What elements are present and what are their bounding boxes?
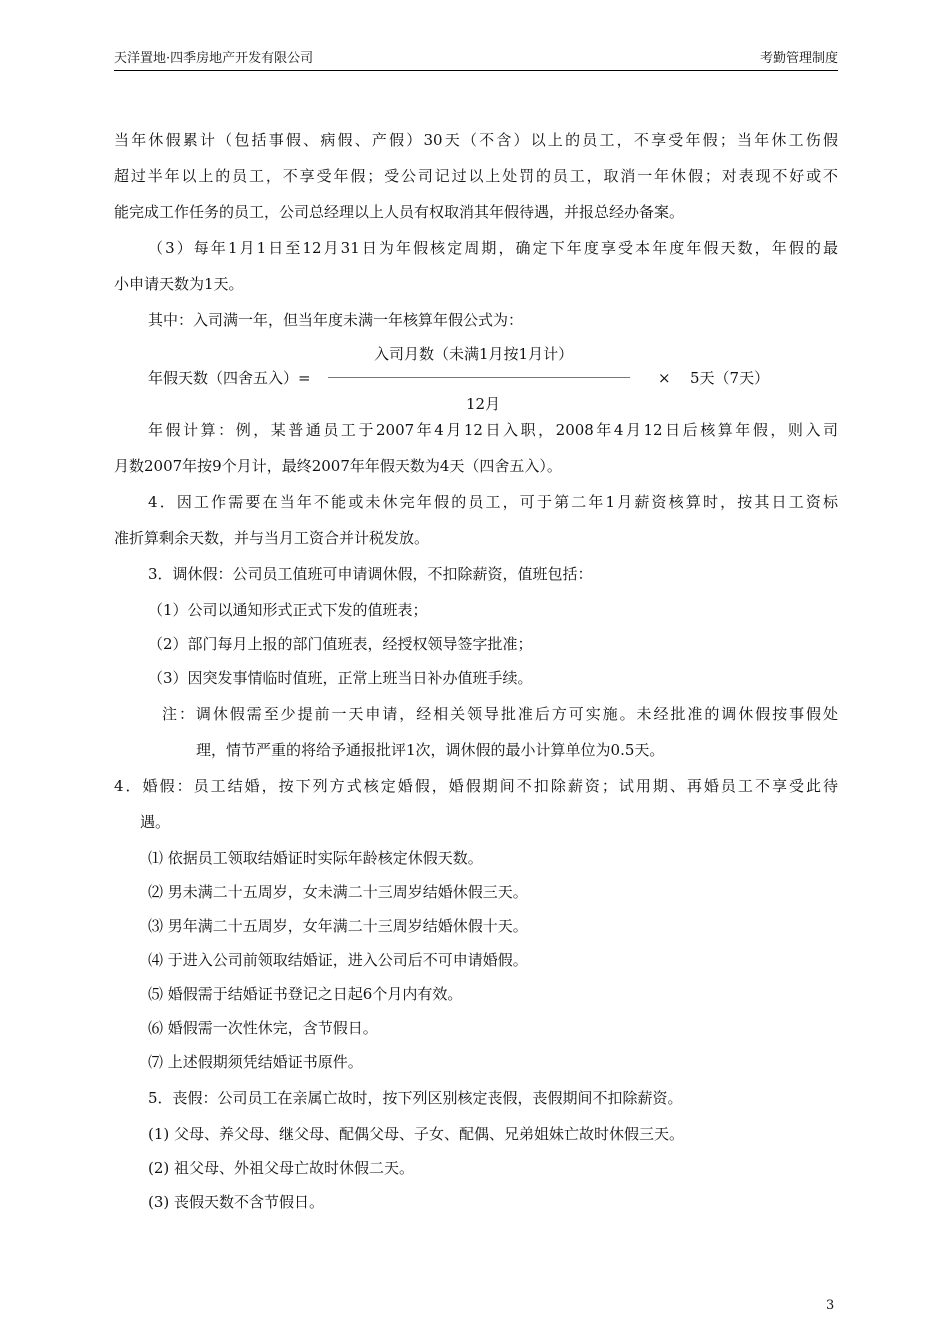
list-item: ⑸ 婚假需于结婚证书登记之日起6个月内有效。 — [148, 985, 463, 1003]
formula-numerator: 入司月数（未满1月按1月计） — [374, 345, 574, 363]
section-4-title: 遇。 — [140, 813, 171, 831]
formula-denominator: 12月 — [466, 395, 501, 413]
list-item: (3) 丧假天数不含节假日。 — [148, 1193, 325, 1211]
formula-lhs: 年假天数（四舍五入）= — [148, 369, 311, 387]
list-item: ⑷ 于进入公司前领取结婚证，进入公司后不可申请婚假。 — [148, 951, 528, 969]
list-item: ⑺ 上述假期须凭结婚证书原件。 — [148, 1053, 363, 1071]
paragraph-line: 准折算剩余天数，并与当月工资合并计税发放。 — [114, 529, 430, 547]
paragraph-line: 能完成工作任务的员工，公司总经理以上人员有权取消其年假待遇，并报总经办备案。 — [114, 203, 685, 221]
section-5-title: 5．丧假：公司员工在亲属亡故时，按下列区别核定丧假，丧假期间不扣除薪资。 — [148, 1089, 683, 1107]
paragraph-line: 年假计算：例，某普通员工于2007年4月12日入职，2008年4月12日后核算年假，则入司 — [148, 421, 838, 439]
list-item: ⑴ 依据员工领取结婚证时实际年龄核定休假天数。 — [148, 849, 483, 867]
list-item: （2）部门每月上报的部门值班表，经授权领导签字批准； — [148, 635, 533, 653]
list-item: ⑹ 婚假需一次性休完，含节假日。 — [148, 1019, 378, 1037]
list-item: (1) 父母、养父母、继父母、配偶父母、子女、配偶、兄弟姐妹亡故时休假三天。 — [148, 1125, 685, 1143]
paragraph-line: 当年休假累计（包括事假、病假、产假）30天（不含）以上的员工，不享受年假；当年休工伤假 — [114, 131, 838, 149]
fraction-line — [328, 377, 630, 378]
list-item: ⑵ 男未满二十五周岁，女未满二十三周岁结婚休假三天。 — [148, 883, 528, 901]
paragraph-line: 小申请天数为1天。 — [114, 275, 244, 293]
section-3-title: 3．调休假：公司员工值班可申请调休假，不扣除薪资，值班包括： — [148, 565, 593, 583]
paragraph-line: 月数2007年按9个月计，最终2007年年假天数为4天（四舍五入）。 — [114, 457, 562, 475]
list-item: （1）公司以通知形式正式下发的值班表； — [148, 601, 428, 619]
header-company: 天洋置地·四季房地产开发有限公司 — [114, 51, 314, 66]
page-number: 3 — [826, 1298, 835, 1313]
page-header — [114, 50, 838, 71]
paragraph-line: 超过半年以上的员工，不享受年假；受公司记过以上处罚的员工，取消一年休假；对表现不好或不 — [114, 167, 838, 185]
formula-times: × — [658, 369, 671, 387]
header-doc-title: 考勤管理制度 — [759, 51, 838, 66]
paragraph-line: 其中：入司满一年，但当年度未满一年核算年假公式为： — [148, 311, 524, 329]
list-item: ⑶ 男年满二十五周岁，女年满二十三周岁结婚休假十天。 — [148, 917, 528, 935]
paragraph-line: 4．因工作需要在当年不能或未休完年假的员工，可于第二年1月薪资核算时，按其日工资标 — [148, 493, 838, 511]
note-line: 理，情节严重的将给予通报批评1次，调休假的最小计算单位为0.5天。 — [196, 741, 665, 759]
section-4-title: 4．婚假：员工结婚，按下列方式核定婚假，婚假期间不扣除薪资；试用期、再婚员工不享受此待 — [114, 777, 838, 795]
formula-rhs: 5天（7天） — [690, 369, 770, 387]
note-line: 注：调休假需至少提前一天申请，经相关领导批准后方可实施。未经批准的调休假按事假处 — [162, 705, 838, 723]
list-item: (2) 祖父母、外祖父母亡故时休假二天。 — [148, 1159, 415, 1177]
paragraph-line: （3）每年1月1日至12月31日为年假核定周期，确定下年度享受本年度年假天数，年假的最 — [148, 239, 838, 257]
list-item: （3）因突发事情临时值班，正常上班当日补办值班手续。 — [148, 669, 533, 687]
